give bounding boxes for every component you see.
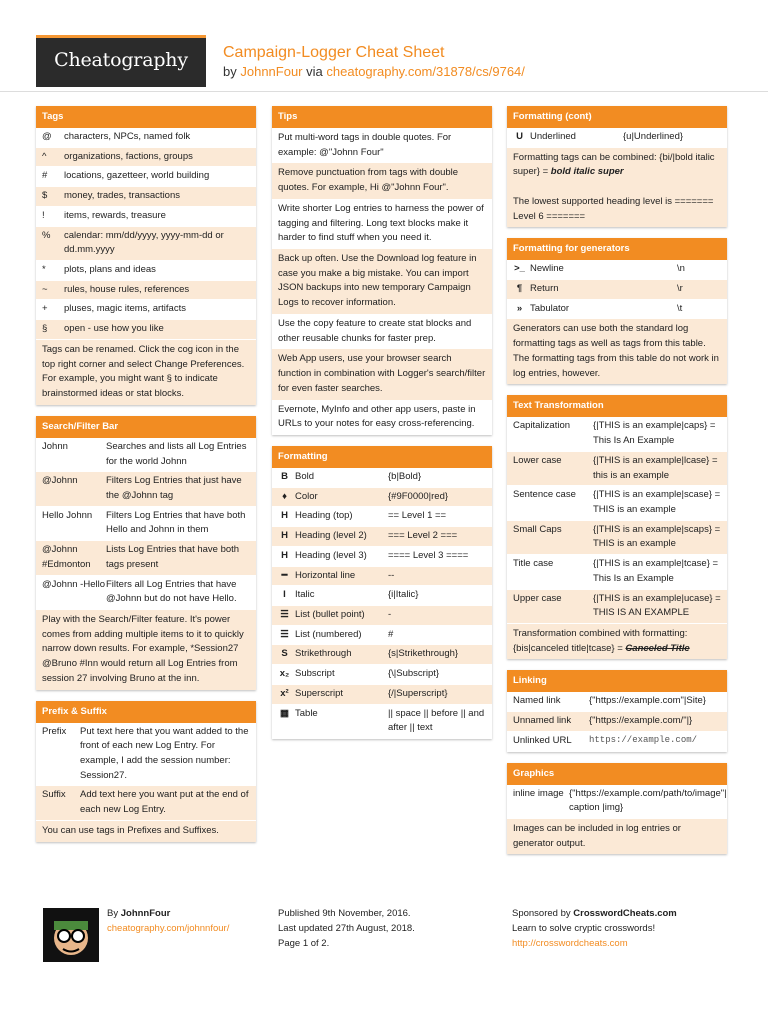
section-heading: Formatting for generators xyxy=(507,238,727,260)
row-key xyxy=(513,302,677,317)
row-label: Heading (top) xyxy=(295,510,353,522)
tip-item: Remove punctuation from tags with double quotes. For example, Hi @"Johnn Four". xyxy=(272,163,492,198)
section-heading: Search/Filter Bar xyxy=(36,416,256,438)
section-heading: Prefix & Suffix xyxy=(36,701,256,723)
text-transformation-section xyxy=(507,395,727,659)
sponsor-text: Learn to solve cryptic crosswords! xyxy=(512,923,656,935)
row-key xyxy=(42,209,64,224)
row-label: Table xyxy=(295,707,318,719)
format-icon: x₂ xyxy=(279,668,290,680)
table-row xyxy=(272,488,492,508)
row-label: Lower case xyxy=(513,454,562,466)
column-1 xyxy=(36,106,256,853)
table-row xyxy=(36,207,256,227)
row-value: rules, house rules, references xyxy=(64,283,190,295)
generator-icon: ¶ xyxy=(516,283,523,295)
row-label: Subscript xyxy=(295,668,335,680)
row-key xyxy=(42,474,106,503)
row-value: {|THIS is an example|tcase} = This Is an Example xyxy=(593,558,719,584)
page-title: Campaign-Logger Cheat Sheet xyxy=(223,44,445,61)
row-value: {|THIS is an example|caps} = This Is An Example xyxy=(593,420,716,447)
row-key xyxy=(278,529,388,544)
row-label: % xyxy=(42,229,51,241)
section-heading: Tags xyxy=(36,106,256,128)
row-value: {|THIS is an example|ucase} = THIS IS AN EXAMPLE xyxy=(593,592,721,619)
table-row xyxy=(36,261,256,281)
row-label: Heading (level 2) xyxy=(295,530,367,542)
table-row xyxy=(507,452,727,486)
row-value: locations, gazetteer, world building xyxy=(64,170,210,182)
table-row xyxy=(36,148,256,168)
row-key xyxy=(42,788,80,817)
generators-section xyxy=(507,238,727,384)
row-key xyxy=(42,725,80,784)
via-label: via xyxy=(306,64,323,79)
table-row xyxy=(272,705,492,739)
row-value: \n xyxy=(677,263,685,275)
row-value: Filters Log Entries that have both Hello and Johnn in them xyxy=(106,509,246,536)
row-key xyxy=(513,592,593,621)
graphics-section xyxy=(507,763,727,855)
row-key xyxy=(278,647,388,662)
table-row xyxy=(36,438,256,472)
sheet-url-link[interactable]: cheatography.com/31878/cs/9764/ xyxy=(326,64,525,79)
row-label: Superscript xyxy=(295,687,344,699)
table-row xyxy=(36,281,256,301)
table-row xyxy=(36,187,256,207)
row-value: plots, plans and ideas xyxy=(64,264,156,276)
row-key xyxy=(42,130,64,145)
row-label: + xyxy=(42,303,48,315)
row-value: {"https://example.com"|Site} xyxy=(589,695,706,707)
formatting-section xyxy=(272,446,492,739)
row-value: {#9F0000|red} xyxy=(388,490,449,502)
row-key xyxy=(42,189,64,204)
row-key xyxy=(513,262,677,277)
row-label: ~ xyxy=(42,283,48,295)
section-heading: Graphics xyxy=(507,763,727,785)
table-row xyxy=(507,417,727,451)
formatting-cont-section xyxy=(507,106,727,227)
row-label: ^ xyxy=(42,150,47,162)
avatar-image xyxy=(43,908,99,962)
row-key xyxy=(42,322,64,337)
table-row xyxy=(272,685,492,705)
row-value: {"https://example.com/"|} xyxy=(589,715,693,727)
format-icon: ☰ xyxy=(280,608,289,620)
table-row xyxy=(507,260,727,280)
table-row xyxy=(36,507,256,541)
row-label: Prefix xyxy=(42,725,67,737)
row-key xyxy=(278,687,388,702)
format-icon: S xyxy=(281,648,288,660)
table-row xyxy=(507,300,727,320)
table-row xyxy=(507,590,727,624)
row-value: {"https://example.com/path/to/image"| caption |img} xyxy=(569,787,727,814)
table-row xyxy=(272,626,492,646)
table-row xyxy=(507,785,727,819)
graphics-note: Images can be included in log entries or generator output. xyxy=(507,819,727,854)
table-row xyxy=(272,468,492,488)
row-label: ! xyxy=(42,209,45,221)
section-heading: Formatting xyxy=(272,446,492,468)
row-value: Put text here that you want added to the front of each new Log Entry. For example, I add the session number: Session27. xyxy=(80,725,249,781)
format-icon: H xyxy=(281,530,288,542)
row-value: Add text here you want put at the end of each new Log Entry. xyxy=(80,789,249,816)
tip-item: Back up often. Use the Download log feature in case you make a big mistake. You can import JSON backups into new temporary Campaign Logs to recover information. xyxy=(272,249,492,314)
row-label: Bold xyxy=(295,470,315,482)
row-label: List (bullet point) xyxy=(295,608,365,620)
format-icon: ☰ xyxy=(280,628,289,640)
table-row xyxy=(272,645,492,665)
row-value: {\|Subscript} xyxy=(388,668,440,680)
row-value: {b|Bold} xyxy=(388,470,422,482)
row-value: Filters Log Entries that just have the @Johnn tag xyxy=(106,475,242,501)
format-icon: U xyxy=(516,131,523,142)
row-key xyxy=(513,557,593,586)
row-key xyxy=(513,419,593,448)
row-key xyxy=(278,490,388,505)
author-avatar[interactable] xyxy=(43,908,99,962)
row-key xyxy=(42,169,64,184)
table-row xyxy=(272,567,492,587)
row-label: @ xyxy=(42,131,52,142)
transform-note-text: Transformation combined with formatting: {bis|canceled title|tcase} = xyxy=(513,627,688,654)
table-row xyxy=(507,692,727,712)
row-label: Upper case xyxy=(513,592,562,604)
row-key xyxy=(42,229,64,258)
combine-note xyxy=(507,148,727,228)
table-row xyxy=(507,486,727,520)
row-key xyxy=(513,787,569,816)
row-label: Suffix xyxy=(42,789,66,801)
row-label: $ xyxy=(42,190,48,202)
tags-note: Tags can be renamed. Click the cog icon in the top right corner and select Change Preferences. For example, you might want § to indicate brainstormed ideas or stat blocks. xyxy=(36,340,256,405)
table-row xyxy=(272,606,492,626)
row-label: Capitalization xyxy=(513,420,571,432)
author-link[interactable]: JohnnFour xyxy=(240,64,303,79)
table-row xyxy=(36,576,256,610)
row-label: @Johnn -Hello xyxy=(42,578,105,590)
search-filter-section xyxy=(36,416,256,690)
row-label: @Johnn #Edmonton xyxy=(42,544,91,570)
row-key xyxy=(513,488,593,517)
table-row xyxy=(36,167,256,187)
row-value: pluses, magic items, artifacts xyxy=(64,303,186,315)
format-icon: H xyxy=(281,510,288,522)
row-label: @Johnn xyxy=(42,475,78,487)
table-row xyxy=(507,521,727,555)
row-label: # xyxy=(42,170,48,182)
row-label: Unnamed link xyxy=(513,715,572,727)
footer-sponsor xyxy=(512,906,677,952)
table-row xyxy=(36,723,256,787)
row-key xyxy=(278,470,388,485)
cheatography-logo[interactable]: Cheatography xyxy=(36,35,206,87)
row-key xyxy=(42,263,64,278)
row-value: Lists Log Entries that have both tags present xyxy=(106,544,240,570)
row-key xyxy=(513,130,623,145)
generator-icon: » xyxy=(516,302,523,314)
tips-section xyxy=(272,106,492,435)
row-value: {i|Italic} xyxy=(388,589,419,601)
row-value: Filters all Log Entries that have @Johnn but do not have Hello. xyxy=(106,578,237,605)
row-key xyxy=(42,440,106,469)
row-value: {u|Underlined} xyxy=(623,131,684,142)
row-label: Title case xyxy=(513,558,554,570)
row-label: Return xyxy=(530,283,559,295)
tip-item: Write shorter Log entries to harness the power of tagging and filtering. Long text blocks make it harder to find stuff when you need it. xyxy=(272,199,492,249)
footer-by-label: By xyxy=(107,908,119,919)
row-label: Italic xyxy=(295,589,315,601)
table-row xyxy=(36,128,256,148)
row-key xyxy=(278,667,388,682)
row-value: {|THIS is an example|scaps} = THIS is an example xyxy=(593,523,721,550)
generator-icon: >_ xyxy=(514,263,525,275)
header-divider xyxy=(0,91,768,92)
row-value: calendar: mm/dd/yyyy, yyyy-mm-dd or dd.mm.yyyy xyxy=(64,229,224,256)
section-heading: Text Transformation xyxy=(507,395,727,417)
footer-author-name[interactable]: JohnnFour xyxy=(120,908,171,919)
tip-item: Evernote, MyInfo and other app users, paste in URLs to your notes for easy cross-referencing. xyxy=(272,400,492,435)
combine-note-example: bold italic super xyxy=(550,166,624,178)
table-row xyxy=(507,732,727,752)
row-key xyxy=(513,714,589,729)
table-row xyxy=(36,786,256,820)
row-value: Searches and lists all Log Entries for the world Johnn xyxy=(106,440,247,467)
row-key xyxy=(513,523,593,552)
row-label: List (numbered) xyxy=(295,628,362,640)
row-value: - xyxy=(388,608,392,620)
row-key xyxy=(42,509,106,538)
row-value: characters, NPCs, named folk xyxy=(64,131,191,142)
row-label: Sentence case xyxy=(513,489,576,501)
row-value: open - use how you like xyxy=(64,323,164,335)
table-row xyxy=(36,227,256,261)
row-key xyxy=(513,734,589,749)
tags-section xyxy=(36,106,256,405)
row-key xyxy=(513,282,677,297)
published-date: Published 9th November, 2016. xyxy=(278,908,411,919)
table-row xyxy=(36,472,256,506)
row-label: Horizontal line xyxy=(295,569,356,581)
row-value: -- xyxy=(388,569,395,581)
row-label: Tabulator xyxy=(530,302,570,314)
tip-item: Put multi-word tags in double quotes. For example: @"Johnn Four" xyxy=(272,128,492,163)
row-value: organizations, factions, groups xyxy=(64,150,193,162)
row-value: \r xyxy=(677,283,683,295)
row-value: {s|Strikethrough} xyxy=(388,648,459,660)
transform-note xyxy=(507,624,727,659)
table-row xyxy=(272,527,492,547)
table-row xyxy=(507,280,727,300)
row-value: {|THIS is an example|lcase} = this is an example xyxy=(593,454,718,481)
row-label: Heading (level 3) xyxy=(295,549,367,561)
prefix-note: You can use tags in Prefixes and Suffixes. xyxy=(36,821,256,842)
row-label: Newline xyxy=(530,263,564,275)
row-label: Unlinked URL xyxy=(513,734,572,746)
row-key xyxy=(278,608,388,623)
format-icon: H xyxy=(281,549,288,561)
logo-accent-bar xyxy=(36,35,206,38)
row-label: Small Caps xyxy=(513,523,562,535)
footer-author xyxy=(107,906,229,936)
table-row xyxy=(36,541,256,575)
table-row xyxy=(272,665,492,685)
byline xyxy=(223,64,525,80)
table-row xyxy=(272,547,492,567)
format-icon: ━ xyxy=(281,569,288,581)
footer-dates xyxy=(278,906,415,952)
row-value: == Level 1 == xyxy=(388,510,447,522)
footer-author-url[interactable]: cheatography.com/johnnfour/ xyxy=(107,923,230,935)
row-value: ==== Level 3 ==== xyxy=(388,549,469,561)
column-3 xyxy=(507,106,727,865)
table-row xyxy=(272,507,492,527)
row-key xyxy=(278,509,388,524)
row-label: Underlined xyxy=(530,131,576,142)
linking-section xyxy=(507,670,727,751)
search-note: Play with the Search/Filter feature. It's power comes from adding multiple items to it to quickly narrow down results. For example, *Session27 @Bruno #Inn would return all Log Entries from session 27 involving Bruno at the inn. xyxy=(36,610,256,690)
table-row xyxy=(36,300,256,320)
sponsor-url[interactable]: http://crosswordcheats.com xyxy=(512,938,628,950)
row-label: Hello Johnn xyxy=(42,509,93,521)
row-key xyxy=(278,628,388,643)
table-row xyxy=(507,712,727,732)
generators-note: Generators can use both the standard log formatting tags as well as tags from this table. The formatting tags from this table do not work in log entries, however. xyxy=(507,319,727,384)
table-row xyxy=(272,586,492,606)
row-key xyxy=(42,283,64,298)
format-icon: x² xyxy=(280,687,289,699)
format-icon: I xyxy=(283,589,286,601)
format-icon: ▦ xyxy=(280,707,289,719)
row-label: Johnn xyxy=(42,440,68,452)
row-label: § xyxy=(42,323,48,335)
row-label: Color xyxy=(295,490,318,502)
section-heading: Formatting (cont) xyxy=(507,106,727,128)
table-row xyxy=(507,128,727,148)
transform-note-example: Canceled Title xyxy=(625,642,690,654)
row-value: money, trades, transactions xyxy=(64,190,180,202)
sponsor-name[interactable]: CrosswordCheats.com xyxy=(573,908,677,919)
sponsor-label: Sponsored by xyxy=(512,908,571,919)
row-key xyxy=(278,588,388,603)
table-row xyxy=(507,555,727,589)
page-number: Page 1 of 2. xyxy=(278,938,330,950)
tip-item: Use the copy feature to create stat blocks and other reusable chunks for faster prep. xyxy=(272,314,492,349)
format-icon: ♦ xyxy=(282,490,287,502)
table-row xyxy=(36,320,256,340)
prefix-suffix-section xyxy=(36,701,256,842)
row-key xyxy=(42,302,64,317)
updated-date: Last updated 27th August, 2018. xyxy=(278,923,415,935)
row-key xyxy=(278,569,388,584)
row-key xyxy=(42,578,106,607)
row-value: || space || before || and after || text xyxy=(388,707,485,734)
by-label: by xyxy=(223,64,237,79)
row-value: === Level 2 === xyxy=(388,530,458,542)
row-key xyxy=(278,549,388,564)
row-label: * xyxy=(42,264,46,276)
row-value: \t xyxy=(677,302,683,314)
row-label: Strikethrough xyxy=(295,648,352,660)
row-key xyxy=(513,694,589,709)
heading-level-note: The lowest supported heading level is ======= Level 6 ======= xyxy=(513,195,714,222)
row-key xyxy=(513,454,593,483)
row-value: {/|Superscript} xyxy=(388,687,448,699)
row-value: # xyxy=(388,628,394,640)
section-heading: Tips xyxy=(272,106,492,128)
row-key xyxy=(42,543,106,572)
column-2 xyxy=(272,106,492,750)
row-value: https://example.com/ xyxy=(589,734,698,745)
row-key xyxy=(278,707,388,736)
format-icon: B xyxy=(281,470,288,482)
section-heading: Linking xyxy=(507,670,727,692)
row-value: {|THIS is an example|scase} = THIS is an example xyxy=(593,489,721,515)
combine-note-text: Formatting tags can be combined: {bi/|bold italic super} = xyxy=(513,151,715,178)
row-label: Named link xyxy=(513,695,561,707)
row-value: items, rewards, treasure xyxy=(64,209,166,221)
tip-item: Web App users, use your browser search function in combination with Logger's search/filter for even faster searches. xyxy=(272,349,492,399)
row-label: inline image xyxy=(513,787,564,799)
row-key xyxy=(42,150,64,165)
